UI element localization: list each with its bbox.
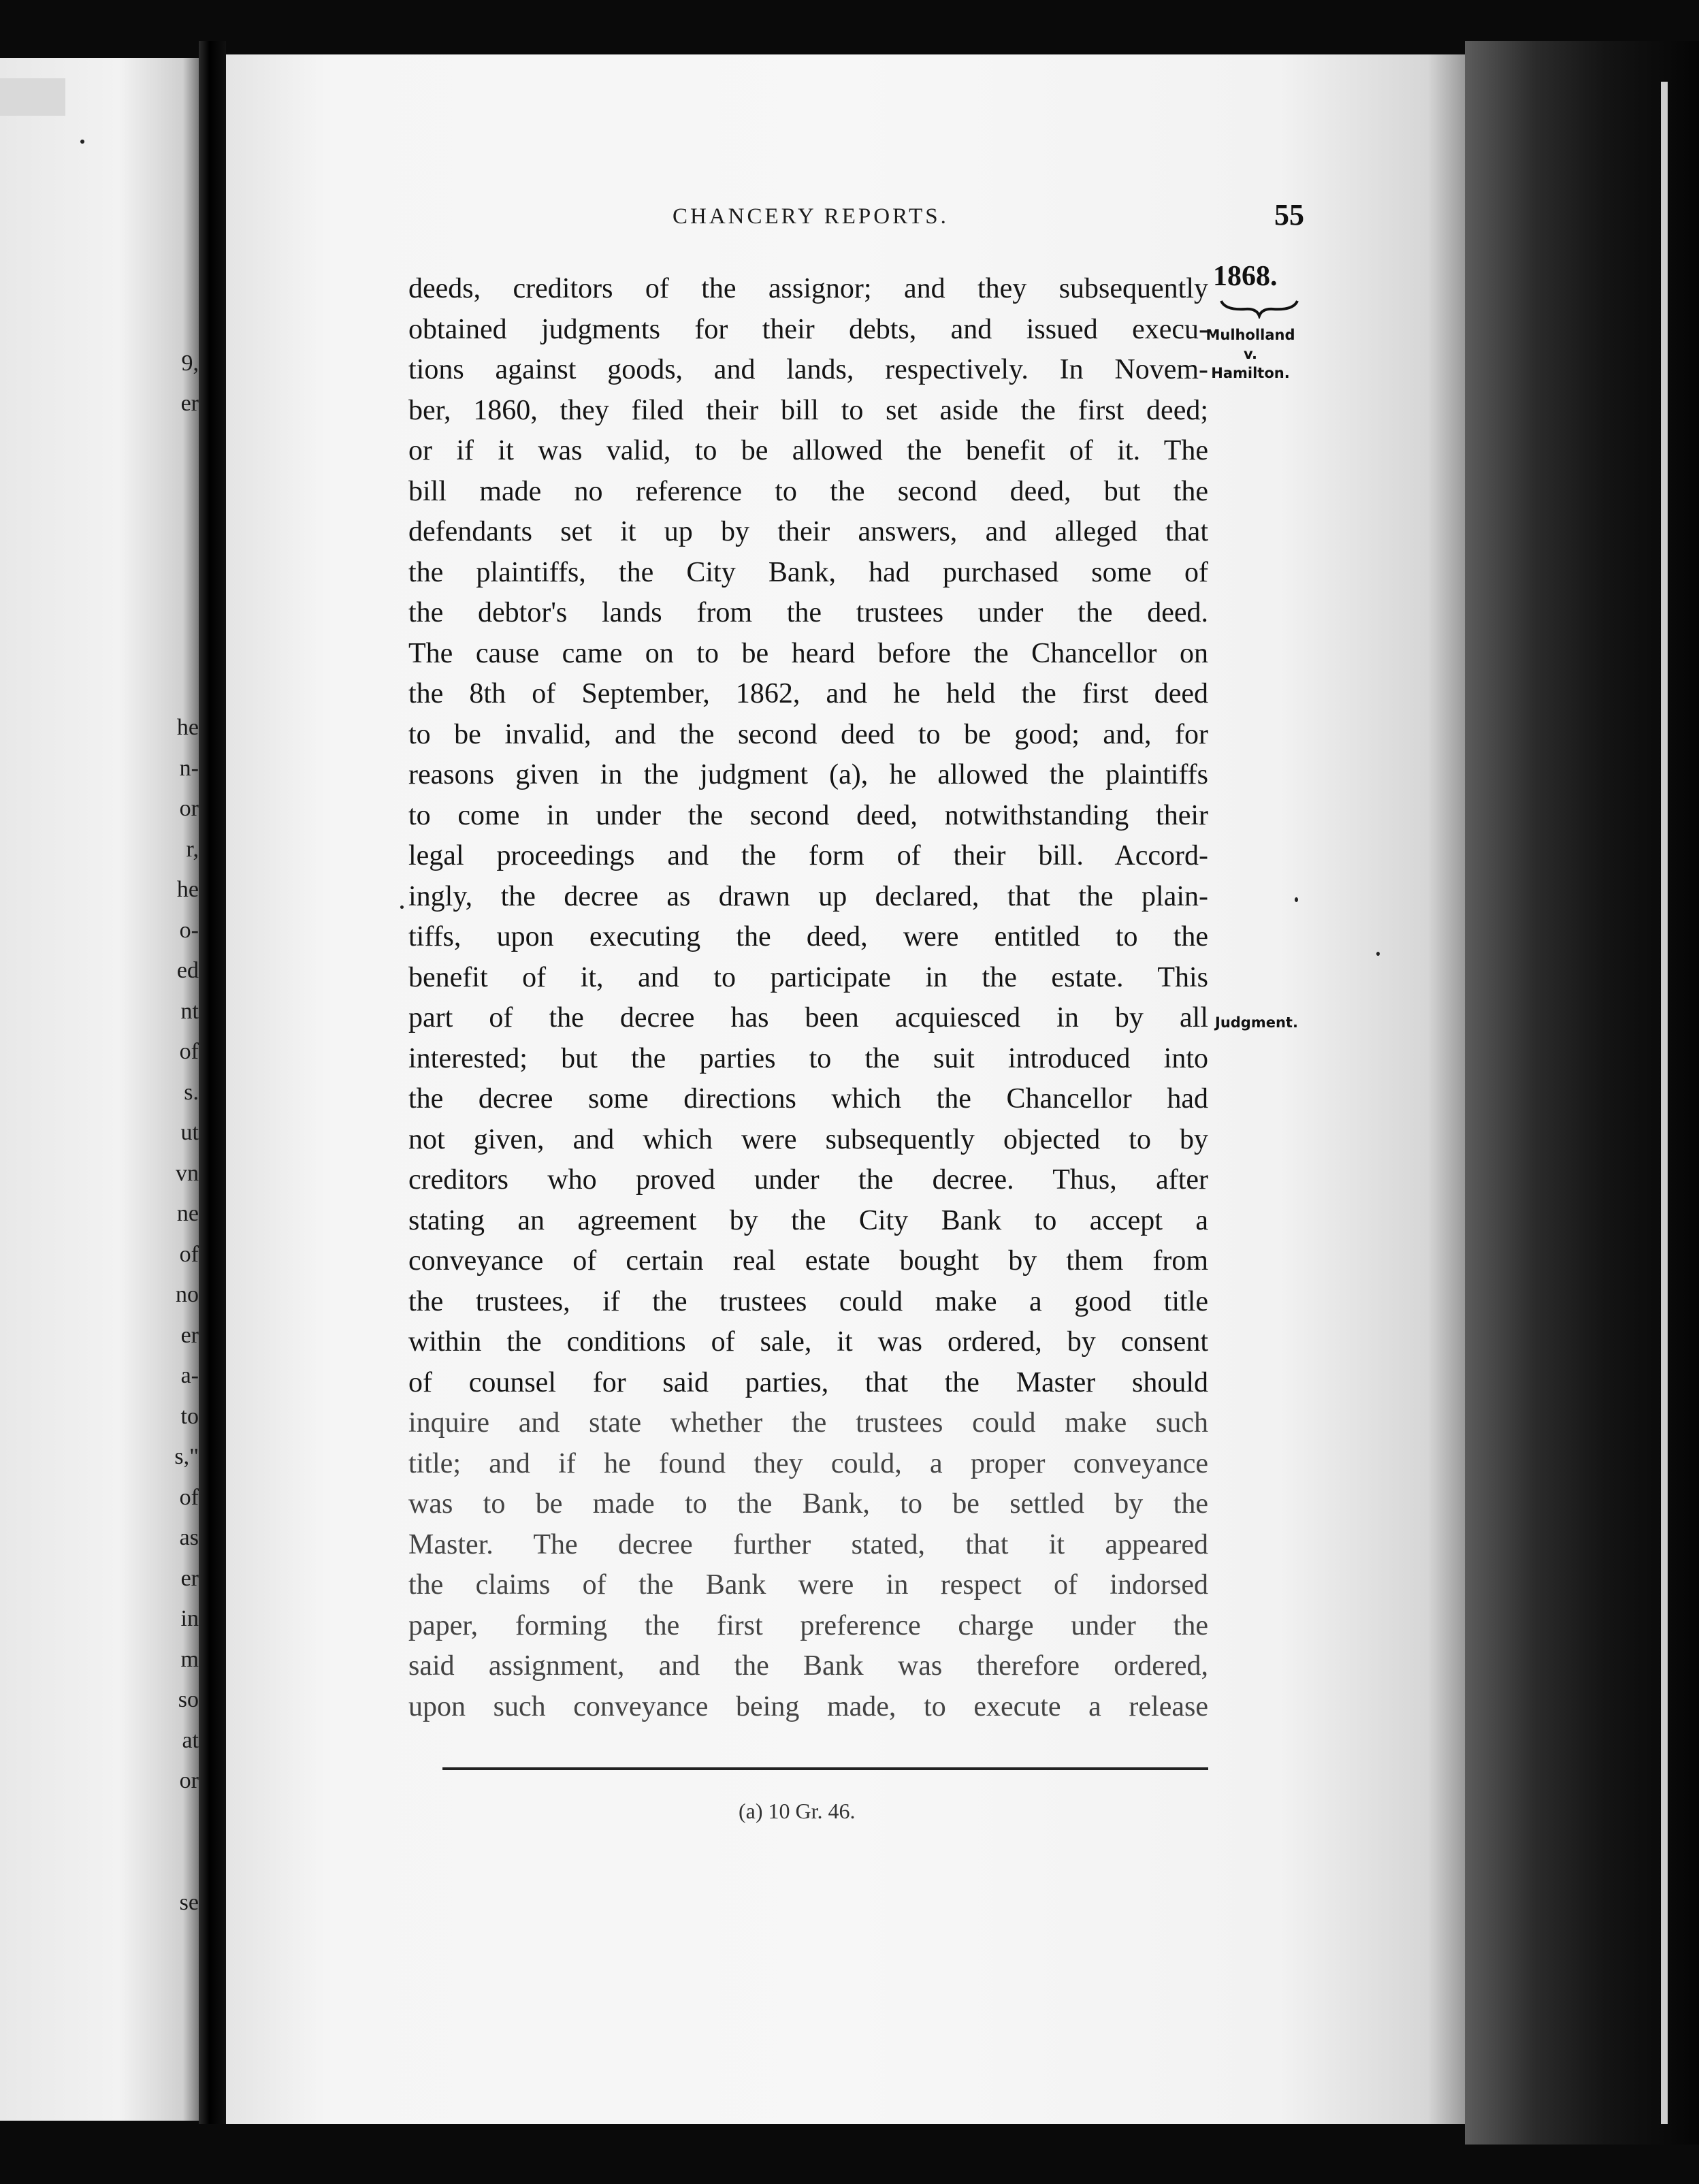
previous-page-line-end: m (180, 1646, 199, 1672)
margin-case-name (1193, 325, 1308, 383)
body-line: was to be made to the Bank, to be settled by the (408, 1488, 1208, 1520)
body-line: or if it was valid, to be allowed the benefit of it. The (408, 435, 1208, 466)
running-header: CHANCERY REPORTS. (673, 204, 949, 229)
body-line: inquire and state whether the trustees could make such (408, 1407, 1208, 1439)
body-line: the claims of the Bank were in respect of indorsed (408, 1569, 1208, 1601)
body-line: conveyance of certain real estate bought by them from (408, 1245, 1208, 1276)
body-line: tiffs, upon executing the deed, were entitled to the (408, 921, 1208, 952)
body-line: to be invalid, and the second deed to be good; and, for (408, 718, 1208, 750)
previous-page-line-end: or (179, 796, 199, 821)
previous-page-line-end: so (178, 1687, 199, 1712)
previous-page-line-end: vn (176, 1160, 199, 1186)
body-line: of counsel for said parties, that the Master should (408, 1366, 1208, 1398)
body-text (408, 269, 1208, 1727)
previous-page-line-end: of (179, 1039, 199, 1064)
previous-page-line-end: as (179, 1525, 199, 1550)
page-number: 55 (1274, 198, 1304, 231)
previous-page-line-end: 9, (181, 350, 199, 376)
body-line: said assignment, and the Bank was therefore ordered, (408, 1650, 1208, 1682)
body-line: ber, 1860, they filed their bill to set aside the first deed; (408, 394, 1208, 426)
previous-page-line-end: se (179, 1889, 199, 1915)
previous-page-line-end: at (182, 1727, 199, 1753)
body-line: paper, forming the first preference charge under the (408, 1609, 1208, 1641)
margin-year: 1868. (1213, 261, 1278, 292)
brace-icon (1218, 298, 1300, 319)
previous-page-line-end: er (180, 391, 199, 416)
page-corner-strip (0, 78, 65, 116)
previous-page-line-end: s," (174, 1444, 199, 1469)
body-line: ingly, the decree as drawn up declared, that the plain- (408, 880, 1208, 912)
body-line: defendants set it up by their answers, and alleged that (408, 516, 1208, 547)
previous-page-line-end: a- (180, 1363, 199, 1388)
previous-page-line-end: of (179, 1484, 199, 1510)
body-line: not given, and which were subsequently objected to by (408, 1123, 1208, 1155)
body-line: Master. The decree further stated, that it appeared (408, 1528, 1208, 1560)
scan-speck (80, 140, 84, 144)
body-line: interested; but the parties to the suit introduced into (408, 1042, 1208, 1074)
previous-page-edge (0, 58, 199, 2121)
case-plaintiff: Mulholland (1206, 327, 1295, 343)
margin-judgment-label: Judgment. (1215, 1014, 1298, 1031)
case-defendant: Hamilton. (1211, 365, 1290, 381)
previous-page-line-end: of (179, 1241, 199, 1267)
footnote: (a) 10 Gr. 46. (739, 1799, 856, 1823)
previous-page-line-end: ut (180, 1120, 199, 1145)
body-line: title; and if he found they could, a proper conveyance (408, 1447, 1208, 1479)
body-line: reasons given in the judgment (a), he allowed the plaintiffs (408, 759, 1208, 790)
body-line: bill made no reference to the second deed, but the (408, 475, 1208, 507)
body-line: The cause came on to be heard before the Chancellor on (408, 637, 1208, 669)
body-line: to come in under the second deed, notwithstanding their (408, 799, 1208, 831)
body-line: the 8th of September, 1862, and he held the first deed (408, 678, 1208, 709)
body-line: obtained judgments for their debts, and issued execu- (408, 313, 1208, 345)
body-line: the trustees, if the trustees could make a good title (408, 1285, 1208, 1317)
body-line: the decree some directions which the Chancellor had (408, 1083, 1208, 1114)
scan-speck (400, 905, 404, 909)
previous-page-line-end: n- (179, 755, 199, 781)
body-line: the plaintiffs, the City Bank, had purchased some of (408, 556, 1208, 588)
previous-page-line-end: he (176, 715, 199, 740)
previous-page-line-end: r, (186, 836, 199, 862)
previous-page-line-end: ne (176, 1201, 199, 1226)
previous-page-line-end: no (176, 1282, 199, 1307)
body-line: stating an agreement by the City Bank to accept a (408, 1204, 1208, 1236)
body-line: legal proceedings and the form of their bill. Accord- (408, 840, 1208, 871)
previous-page-line-end: o- (179, 917, 199, 943)
previous-page-line-end: er (180, 1322, 199, 1348)
previous-page-line-end: ed (176, 958, 199, 983)
scan-edge-rule (1661, 82, 1668, 2124)
body-line: upon such conveyance being made, to execute a release (408, 1690, 1208, 1722)
body-line: within the conditions of sale, it was ordered, by consent (408, 1326, 1208, 1358)
book-gutter (199, 41, 226, 2124)
previous-page-line-end: nt (180, 998, 199, 1024)
footnote-rule (442, 1767, 1208, 1770)
body-line: creditors who proved under the decree. Thus, after (408, 1164, 1208, 1195)
previous-page-line-end: or (179, 1768, 199, 1793)
case-versus: v. (1244, 346, 1257, 362)
body-line: part of the decree has been acquiesced in by all (408, 1002, 1208, 1033)
previous-page-line-end: s. (184, 1079, 199, 1105)
body-line: deeds, creditors of the assignor; and they subsequently (408, 273, 1208, 304)
body-line: the debtor's lands from the trustees under the deed. (408, 597, 1208, 628)
previous-page-line-end: he (176, 877, 199, 902)
previous-page-line-end: in (180, 1606, 199, 1631)
previous-page-line-end: to (180, 1403, 199, 1429)
scan-speck (1295, 897, 1298, 902)
body-line: tions against goods, and lands, respectively. In Novem- (408, 354, 1208, 385)
body-line: benefit of it, and to participate in the estate. This (408, 961, 1208, 993)
scan-speck (1376, 952, 1380, 956)
previous-page-line-end: er (180, 1565, 199, 1591)
